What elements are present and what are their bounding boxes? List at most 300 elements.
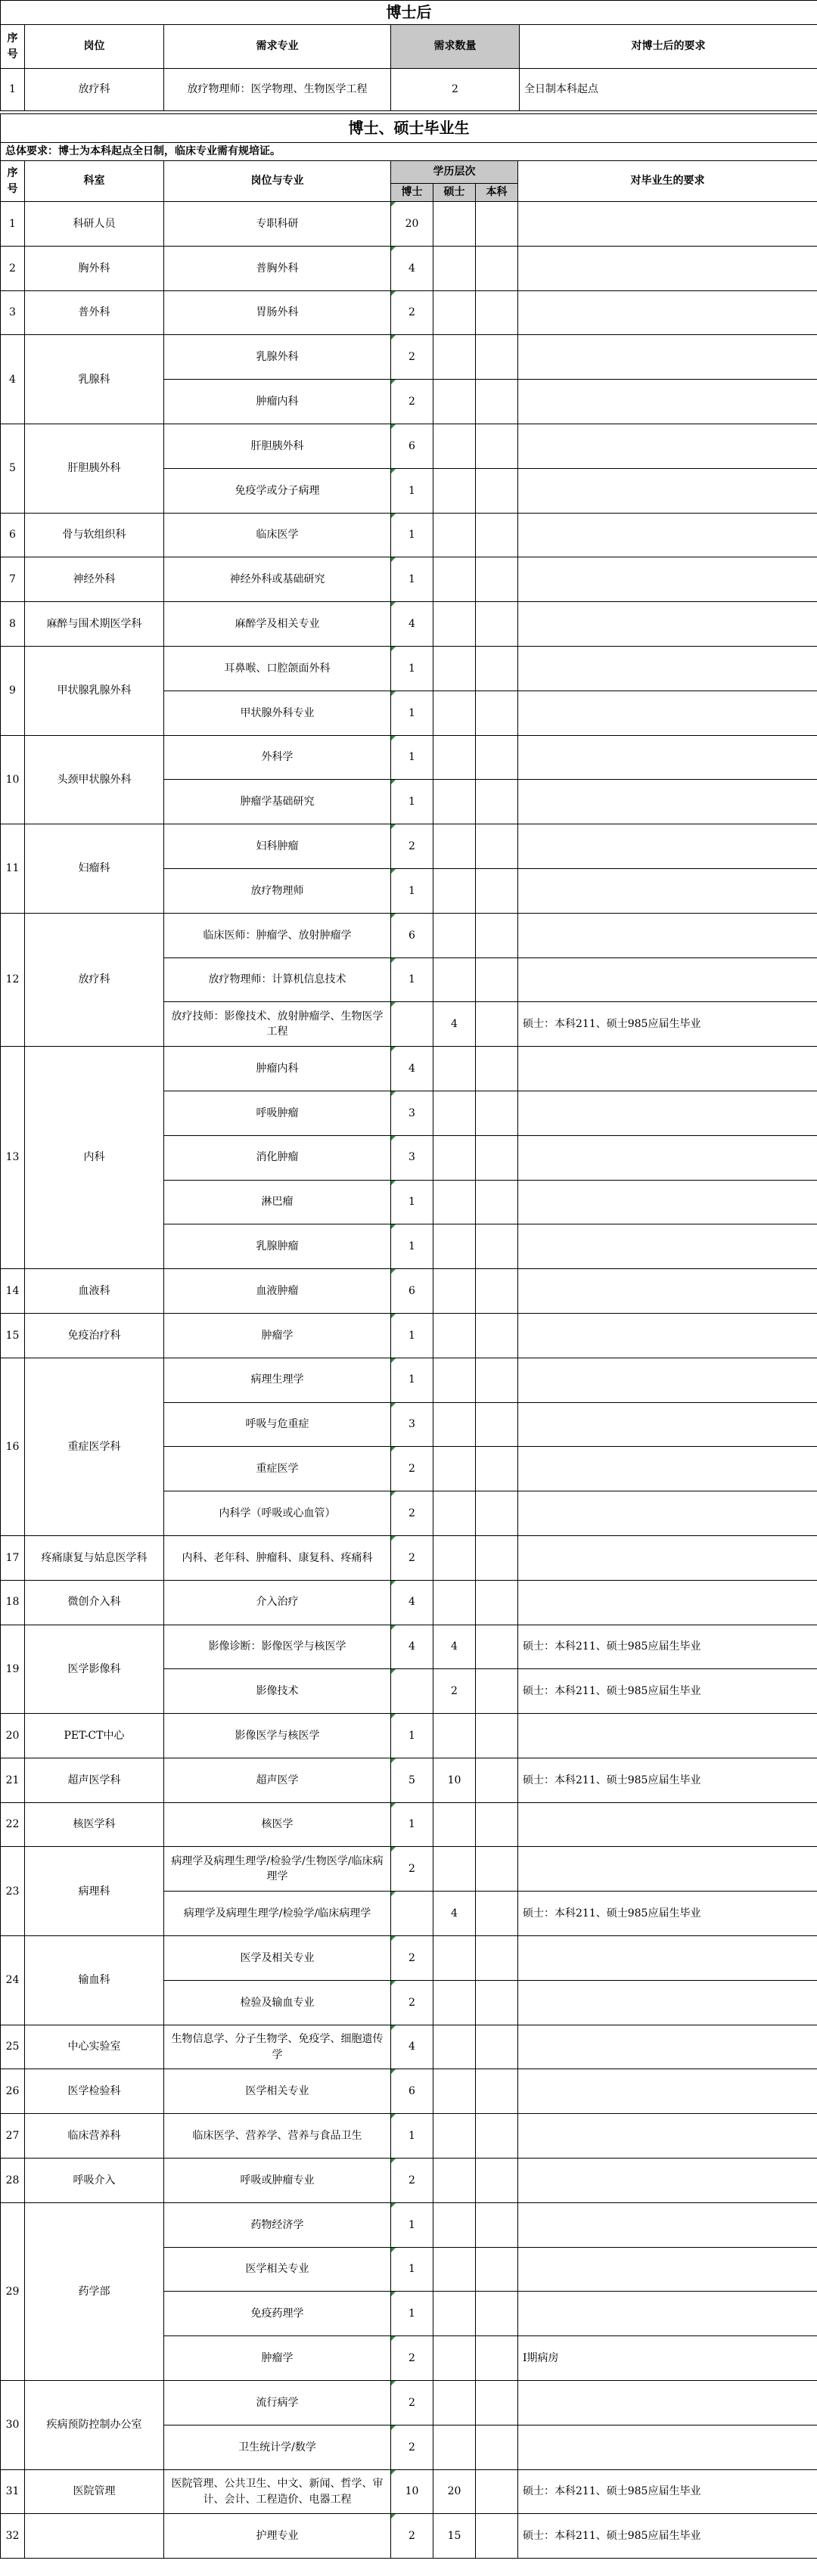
table-row bbox=[1, 2202, 817, 2247]
seq-cell: 24 bbox=[1, 1936, 25, 2025]
major-cell: 检验及输血专业 bbox=[164, 1980, 391, 2025]
requirement-cell bbox=[518, 735, 817, 780]
master-count-cell bbox=[433, 1358, 476, 1402]
major-cell: 普胸外科 bbox=[164, 246, 391, 290]
postdoc-cell-major: 放疗物理师：医学物理、生物医学工程 bbox=[164, 69, 391, 111]
requirement-cell bbox=[518, 380, 817, 424]
table-row bbox=[1, 1313, 817, 1358]
master-count-cell bbox=[433, 1269, 476, 1314]
seq-cell: 7 bbox=[1, 557, 25, 602]
seq-cell: 3 bbox=[1, 290, 25, 335]
dept-cell: 微创介入科 bbox=[25, 1580, 164, 1625]
major-cell: 病理学及病理生理学/检验学/生物医学/临床病理学 bbox=[164, 1847, 391, 1892]
master-count-cell bbox=[433, 424, 476, 468]
phd-count-cell: 2 bbox=[391, 2336, 433, 2381]
master-count-cell bbox=[433, 1447, 476, 1491]
bachelor-count-cell bbox=[476, 1980, 518, 2025]
master-count-cell bbox=[433, 246, 476, 290]
bachelor-count-cell bbox=[476, 1936, 518, 1981]
requirement-cell bbox=[518, 646, 817, 691]
master-count-cell bbox=[433, 290, 476, 335]
major-cell: 重症医学 bbox=[164, 1447, 391, 1491]
grad-header-req: 对毕业生的要求 bbox=[518, 161, 817, 202]
requirement-cell bbox=[518, 2114, 817, 2159]
phd-count-cell: 4 bbox=[391, 1047, 433, 1091]
requirement-cell: 硕士：本科211、硕士985应届生毕业 bbox=[518, 2469, 817, 2514]
requirement-cell bbox=[518, 1980, 817, 2025]
bachelor-count-cell bbox=[476, 602, 518, 647]
phd-count-cell: 4 bbox=[391, 2025, 433, 2069]
major-cell: 病理学及病理生理学/检验学/临床病理学 bbox=[164, 1892, 391, 1936]
bachelor-count-cell bbox=[476, 1758, 518, 1802]
major-cell: 消化肿瘤 bbox=[164, 1135, 391, 1180]
requirement-cell bbox=[518, 868, 817, 913]
phd-count-cell: 20 bbox=[391, 202, 433, 247]
dept-cell: 神经外科 bbox=[25, 557, 164, 602]
dept-cell: 甲状腺乳腺外科 bbox=[25, 646, 164, 735]
master-count-cell bbox=[433, 2114, 476, 2159]
dept-cell: 重症医学科 bbox=[25, 1358, 164, 1535]
master-count-cell bbox=[433, 1402, 476, 1447]
requirement-cell bbox=[518, 202, 817, 247]
requirement-cell bbox=[518, 1580, 817, 1625]
postdoc-cell-position: 放疗科 bbox=[25, 69, 164, 111]
postdoc-title: 博士后 bbox=[1, 1, 817, 25]
seq-cell: 26 bbox=[1, 2069, 25, 2114]
dept-cell: 妇瘤科 bbox=[25, 824, 164, 914]
phd-count-cell: 1 bbox=[391, 557, 433, 602]
phd-count-cell: 1 bbox=[391, 2292, 433, 2336]
table-row bbox=[1, 2069, 817, 2114]
bachelor-count-cell bbox=[476, 1714, 518, 1758]
master-count-cell bbox=[433, 1535, 476, 1580]
seq-cell: 27 bbox=[1, 2114, 25, 2159]
bachelor-count-cell bbox=[476, 957, 518, 1002]
requirement-cell: 硕士：本科211、硕士985应届生毕业 bbox=[518, 1625, 817, 1669]
requirement-cell: Ⅰ期病房 bbox=[518, 2336, 817, 2381]
major-cell: 超声医学 bbox=[164, 1758, 391, 1802]
major-cell: 影像医学与核医学 bbox=[164, 1714, 391, 1758]
master-count-cell bbox=[433, 2292, 476, 2336]
requirement-cell bbox=[518, 1802, 817, 1847]
requirement-cell bbox=[518, 424, 817, 468]
requirement-cell bbox=[518, 1447, 817, 1491]
bachelor-count-cell bbox=[476, 2114, 518, 2159]
postdoc-cell-req: 全日制本科起点 bbox=[520, 69, 817, 111]
requirement-cell bbox=[518, 1358, 817, 1402]
table-row bbox=[1, 1047, 817, 1091]
seq-cell: 19 bbox=[1, 1625, 25, 1714]
bachelor-count-cell bbox=[476, 1180, 518, 1224]
bachelor-count-cell bbox=[476, 1491, 518, 1536]
requirement-cell bbox=[518, 290, 817, 335]
requirement-cell bbox=[518, 2202, 817, 2247]
major-cell: 临床医学 bbox=[164, 513, 391, 557]
major-cell: 医学及相关专业 bbox=[164, 1936, 391, 1981]
major-cell: 病理生理学 bbox=[164, 1358, 391, 1402]
phd-count-cell: 4 bbox=[391, 1580, 433, 1625]
bachelor-count-cell bbox=[476, 335, 518, 380]
seq-cell: 29 bbox=[1, 2202, 25, 2380]
dept-cell: 疼痛康复与姑息医学科 bbox=[25, 1535, 164, 1580]
grad-header-seq: 序号 bbox=[1, 161, 25, 202]
dept-cell: 肝胆胰外科 bbox=[25, 424, 164, 513]
dept-cell: 医学检验科 bbox=[25, 2069, 164, 2114]
phd-count-cell: 3 bbox=[391, 1135, 433, 1180]
master-count-cell: 4 bbox=[433, 1625, 476, 1669]
seq-cell: 31 bbox=[1, 2469, 25, 2514]
seq-cell: 1 bbox=[1, 202, 25, 247]
master-count-cell: 15 bbox=[433, 2514, 476, 2559]
requirement-cell bbox=[518, 1135, 817, 1180]
phd-count-cell: 6 bbox=[391, 913, 433, 957]
major-cell: 流行病学 bbox=[164, 2381, 391, 2425]
requirement-cell bbox=[518, 1402, 817, 1447]
master-count-cell: 20 bbox=[433, 2469, 476, 2514]
master-count-cell bbox=[433, 557, 476, 602]
table-row bbox=[1, 1802, 817, 1847]
requirement-cell bbox=[518, 1269, 817, 1314]
major-cell: 生物信息学、分子生物学、免疫学、细胞遗传学 bbox=[164, 2025, 391, 2069]
phd-count-cell: 2 bbox=[391, 1491, 433, 1536]
bachelor-count-cell bbox=[476, 2381, 518, 2425]
table-row bbox=[1, 1625, 817, 1669]
postdoc-table bbox=[0, 0, 817, 111]
bachelor-count-cell bbox=[476, 1625, 518, 1669]
master-count-cell bbox=[433, 2425, 476, 2469]
table-row bbox=[1, 2114, 817, 2159]
major-cell: 专职科研 bbox=[164, 202, 391, 247]
phd-count-cell: 3 bbox=[391, 1091, 433, 1135]
dept-cell: 医院管理 bbox=[25, 2469, 164, 2514]
requirement-cell bbox=[518, 1535, 817, 1580]
requirement-cell bbox=[518, 335, 817, 380]
master-count-cell bbox=[433, 646, 476, 691]
grad-overall-requirement: 总体要求：博士为本科起点全日制，临床专业需有规培证。 bbox=[1, 143, 817, 161]
master-count-cell bbox=[433, 2247, 476, 2292]
major-cell: 医院管理、公共卫生、中文、新闻、哲学、审计、会计、工程造价、电器工程 bbox=[164, 2469, 391, 2514]
master-count-cell bbox=[433, 1802, 476, 1847]
master-count-cell bbox=[433, 513, 476, 557]
seq-cell: 18 bbox=[1, 1580, 25, 1625]
seq-cell: 25 bbox=[1, 2025, 25, 2069]
bachelor-count-cell bbox=[476, 513, 518, 557]
master-count-cell bbox=[433, 202, 476, 247]
major-cell: 肿瘤学 bbox=[164, 2336, 391, 2381]
table-row bbox=[1, 2381, 817, 2425]
phd-count-cell: 1 bbox=[391, 1180, 433, 1224]
major-cell: 血液肿瘤 bbox=[164, 1269, 391, 1314]
phd-count-cell: 1 bbox=[391, 2114, 433, 2159]
phd-count-cell bbox=[391, 1669, 433, 1714]
master-count-cell bbox=[433, 1180, 476, 1224]
dept-cell: 血液科 bbox=[25, 1269, 164, 1314]
seq-cell: 16 bbox=[1, 1358, 25, 1535]
table-row bbox=[1, 202, 817, 247]
bachelor-count-cell bbox=[476, 468, 518, 513]
major-cell: 甲状腺外科专业 bbox=[164, 691, 391, 735]
postdoc-cell-seq: 1 bbox=[1, 69, 25, 111]
seq-cell: 28 bbox=[1, 2159, 25, 2203]
phd-count-cell: 10 bbox=[391, 2469, 433, 2514]
master-count-cell bbox=[433, 602, 476, 647]
dept-cell: 内科 bbox=[25, 1047, 164, 1269]
requirement-cell bbox=[518, 602, 817, 647]
requirement-cell bbox=[518, 2247, 817, 2292]
table-row bbox=[1, 735, 817, 780]
phd-count-cell: 1 bbox=[391, 2247, 433, 2292]
master-count-cell bbox=[433, 468, 476, 513]
master-count-cell: 4 bbox=[433, 1892, 476, 1936]
requirement-cell bbox=[518, 2159, 817, 2203]
major-cell: 妇科肿瘤 bbox=[164, 824, 391, 869]
requirement-cell bbox=[518, 1847, 817, 1892]
major-cell: 放疗物理师 bbox=[164, 868, 391, 913]
bachelor-count-cell bbox=[476, 2159, 518, 2203]
bachelor-count-cell bbox=[476, 1224, 518, 1269]
major-cell: 呼吸与危重症 bbox=[164, 1402, 391, 1447]
table-row bbox=[1, 424, 817, 468]
major-cell: 淋巴瘤 bbox=[164, 1180, 391, 1224]
phd-count-cell: 1 bbox=[391, 646, 433, 691]
seq-cell: 6 bbox=[1, 513, 25, 557]
phd-count-cell: 6 bbox=[391, 1269, 433, 1314]
bachelor-count-cell bbox=[476, 913, 518, 957]
phd-count-cell: 1 bbox=[391, 1714, 433, 1758]
master-count-cell bbox=[433, 913, 476, 957]
seq-cell: 8 bbox=[1, 602, 25, 647]
major-cell: 影像技术 bbox=[164, 1669, 391, 1714]
bachelor-count-cell bbox=[476, 2514, 518, 2559]
seq-cell: 12 bbox=[1, 913, 25, 1046]
table-row bbox=[1, 824, 817, 869]
phd-count-cell: 1 bbox=[391, 513, 433, 557]
phd-count-cell: 2 bbox=[391, 2514, 433, 2559]
postdoc-header-req: 对博士后的要求 bbox=[520, 25, 817, 69]
major-cell: 乳腺外科 bbox=[164, 335, 391, 380]
master-count-cell bbox=[433, 2159, 476, 2203]
seq-cell: 11 bbox=[1, 824, 25, 914]
master-count-cell: 10 bbox=[433, 1758, 476, 1802]
phd-count-cell: 6 bbox=[391, 2069, 433, 2114]
phd-count-cell: 2 bbox=[391, 2159, 433, 2203]
dept-cell: 输血科 bbox=[25, 1936, 164, 2025]
requirement-cell bbox=[518, 513, 817, 557]
phd-count-cell: 1 bbox=[391, 468, 433, 513]
dept-cell: 普外科 bbox=[25, 290, 164, 335]
table-row bbox=[1, 602, 817, 647]
requirement-cell: 硕士：本科211、硕士985应届生毕业 bbox=[518, 1892, 817, 1936]
phd-count-cell: 1 bbox=[391, 1313, 433, 1358]
seq-cell: 2 bbox=[1, 246, 25, 290]
major-cell: 神经外科或基础研究 bbox=[164, 557, 391, 602]
requirement-cell bbox=[518, 468, 817, 513]
table-row bbox=[1, 335, 817, 380]
bachelor-count-cell bbox=[476, 1358, 518, 1402]
major-cell: 免疫药理学 bbox=[164, 2292, 391, 2336]
grad-header-master: 硕士 bbox=[433, 184, 476, 202]
table-row bbox=[1, 557, 817, 602]
table-row bbox=[1, 2469, 817, 2514]
major-cell: 呼吸或肿瘤专业 bbox=[164, 2159, 391, 2203]
dept-cell: 骨与软组织科 bbox=[25, 513, 164, 557]
table-row bbox=[1, 2159, 817, 2203]
seq-cell: 13 bbox=[1, 1047, 25, 1269]
master-count-cell bbox=[433, 1135, 476, 1180]
phd-count-cell: 2 bbox=[391, 335, 433, 380]
major-cell: 肿瘤学基础研究 bbox=[164, 780, 391, 824]
requirement-cell: 硕士：本科211、硕士985应届生毕业 bbox=[518, 2514, 817, 2559]
major-cell: 肿瘤内科 bbox=[164, 380, 391, 424]
seq-cell: 14 bbox=[1, 1269, 25, 1314]
requirement-cell bbox=[518, 824, 817, 869]
requirement-cell bbox=[518, 1091, 817, 1135]
phd-count-cell: 2 bbox=[391, 2425, 433, 2469]
phd-count-cell: 1 bbox=[391, 691, 433, 735]
grad-table bbox=[0, 113, 817, 2559]
bachelor-count-cell bbox=[476, 2247, 518, 2292]
requirement-cell bbox=[518, 557, 817, 602]
table-row bbox=[1, 513, 817, 557]
requirement-cell bbox=[518, 1313, 817, 1358]
table-row bbox=[1, 1758, 817, 1802]
master-count-cell bbox=[433, 1936, 476, 1981]
table-row bbox=[1, 913, 817, 957]
major-cell: 外科学 bbox=[164, 735, 391, 780]
master-count-cell bbox=[433, 335, 476, 380]
bachelor-count-cell bbox=[476, 1669, 518, 1714]
master-count-cell bbox=[433, 1224, 476, 1269]
seq-cell: 32 bbox=[1, 2514, 25, 2559]
bachelor-count-cell bbox=[476, 2336, 518, 2381]
major-cell: 肿瘤内科 bbox=[164, 1047, 391, 1091]
seq-cell: 10 bbox=[1, 735, 25, 824]
dept-cell: 超声医学科 bbox=[25, 1758, 164, 1802]
table-row bbox=[1, 246, 817, 290]
master-count-cell: 2 bbox=[433, 1669, 476, 1714]
bachelor-count-cell bbox=[476, 1892, 518, 1936]
major-cell: 护理专业 bbox=[164, 2514, 391, 2559]
master-count-cell bbox=[433, 2069, 476, 2114]
requirement-cell bbox=[518, 2025, 817, 2069]
postdoc-header-position: 岗位 bbox=[25, 25, 164, 69]
postdoc-header-major: 需求专业 bbox=[164, 25, 391, 69]
postdoc-cell-count: 2 bbox=[391, 69, 520, 111]
phd-count-cell: 1 bbox=[391, 1224, 433, 1269]
table-row bbox=[1, 1535, 817, 1580]
dept-cell: 呼吸介入 bbox=[25, 2159, 164, 2203]
grad-header-bachelor: 本科 bbox=[476, 184, 518, 202]
seq-cell: 15 bbox=[1, 1313, 25, 1358]
requirement-cell bbox=[518, 2292, 817, 2336]
major-cell: 乳腺肿瘤 bbox=[164, 1224, 391, 1269]
major-cell: 内科、老年科、肿瘤科、康复科、疼痛科 bbox=[164, 1535, 391, 1580]
dept-cell: PET-CT中心 bbox=[25, 1714, 164, 1758]
major-cell: 介入治疗 bbox=[164, 1580, 391, 1625]
phd-count-cell: 2 bbox=[391, 824, 433, 869]
dept-cell: 免疫治疗科 bbox=[25, 1313, 164, 1358]
major-cell: 内科学（呼吸或心血管） bbox=[164, 1491, 391, 1536]
seq-cell: 22 bbox=[1, 1802, 25, 1847]
master-count-cell bbox=[433, 2202, 476, 2247]
master-count-cell bbox=[433, 1091, 476, 1135]
requirement-cell bbox=[518, 957, 817, 1002]
phd-count-cell: 1 bbox=[391, 868, 433, 913]
major-cell: 临床医师：肿瘤学、放射肿瘤学 bbox=[164, 913, 391, 957]
phd-count-cell: 2 bbox=[391, 380, 433, 424]
master-count-cell bbox=[433, 780, 476, 824]
major-cell: 放疗技师：影像技术、放射肿瘤学、生物医学工程 bbox=[164, 1002, 391, 1047]
phd-count-cell bbox=[391, 1002, 433, 1047]
phd-count-cell: 4 bbox=[391, 246, 433, 290]
dept-cell: 放疗科 bbox=[25, 913, 164, 1046]
master-count-cell bbox=[433, 957, 476, 1002]
requirement-cell bbox=[518, 2069, 817, 2114]
bachelor-count-cell bbox=[476, 2469, 518, 2514]
dept-cell: 科研人员 bbox=[25, 202, 164, 247]
master-count-cell bbox=[433, 1313, 476, 1358]
bachelor-count-cell bbox=[476, 1447, 518, 1491]
master-count-cell bbox=[433, 868, 476, 913]
master-count-cell bbox=[433, 1980, 476, 2025]
bachelor-count-cell bbox=[476, 1580, 518, 1625]
bachelor-count-cell bbox=[476, 1402, 518, 1447]
major-cell: 卫生统计学/数学 bbox=[164, 2425, 391, 2469]
master-count-cell bbox=[433, 2025, 476, 2069]
bachelor-count-cell bbox=[476, 1847, 518, 1892]
seq-cell: 20 bbox=[1, 1714, 25, 1758]
phd-count-cell: 1 bbox=[391, 2202, 433, 2247]
dept-cell: 乳腺科 bbox=[25, 335, 164, 424]
bachelor-count-cell bbox=[476, 735, 518, 780]
major-cell: 影像诊断：影像医学与核医学 bbox=[164, 1625, 391, 1669]
table-row bbox=[1, 646, 817, 691]
table-row bbox=[1, 2514, 817, 2559]
major-cell: 胃肠外科 bbox=[164, 290, 391, 335]
bachelor-count-cell bbox=[476, 380, 518, 424]
phd-count-cell: 4 bbox=[391, 602, 433, 647]
requirement-cell bbox=[518, 1047, 817, 1091]
phd-count-cell: 1 bbox=[391, 1802, 433, 1847]
bachelor-count-cell bbox=[476, 1313, 518, 1358]
seq-cell: 21 bbox=[1, 1758, 25, 1802]
table-row bbox=[1, 1358, 817, 1402]
phd-count-cell: 1 bbox=[391, 1358, 433, 1402]
major-cell: 麻醉学及相关专业 bbox=[164, 602, 391, 647]
requirement-cell bbox=[518, 1491, 817, 1536]
master-count-cell bbox=[433, 1047, 476, 1091]
major-cell: 呼吸肿瘤 bbox=[164, 1091, 391, 1135]
phd-count-cell: 2 bbox=[391, 1535, 433, 1580]
major-cell: 医学相关专业 bbox=[164, 2069, 391, 2114]
bachelor-count-cell bbox=[476, 424, 518, 468]
major-cell: 核医学 bbox=[164, 1802, 391, 1847]
requirement-cell bbox=[518, 780, 817, 824]
master-count-cell bbox=[433, 1847, 476, 1892]
bachelor-count-cell bbox=[476, 1135, 518, 1180]
bachelor-count-cell bbox=[476, 2202, 518, 2247]
phd-count-cell: 3 bbox=[391, 1402, 433, 1447]
bachelor-count-cell bbox=[476, 1047, 518, 1091]
requirement-cell: 硕士：本科211、硕士985应届生毕业 bbox=[518, 1669, 817, 1714]
phd-count-cell: 1 bbox=[391, 780, 433, 824]
phd-count-cell: 2 bbox=[391, 2381, 433, 2425]
bachelor-count-cell bbox=[476, 1802, 518, 1847]
bachelor-count-cell bbox=[476, 646, 518, 691]
master-count-cell: 4 bbox=[433, 1002, 476, 1047]
table-row bbox=[1, 1580, 817, 1625]
bachelor-count-cell bbox=[476, 557, 518, 602]
